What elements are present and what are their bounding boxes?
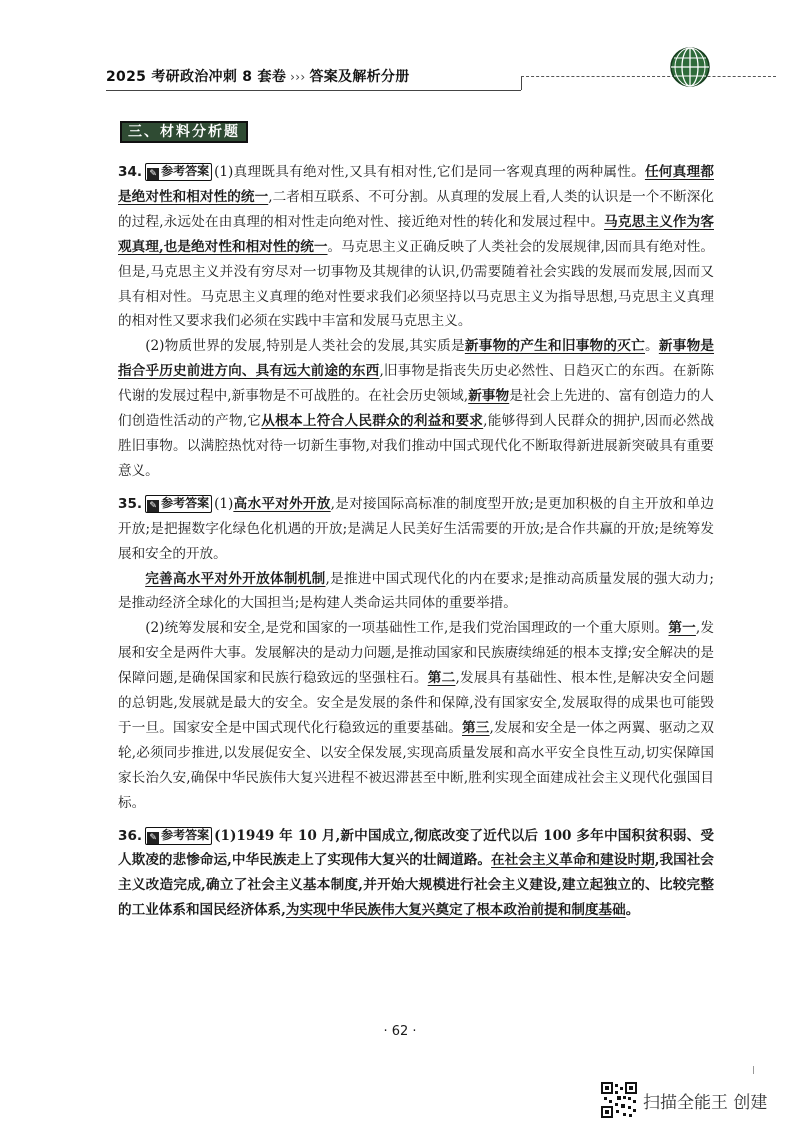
body-text: 。 — [645, 338, 659, 355]
body-text: ,是推进中国式现代化的内在要求;是推动高质量发展的强大动力;是推动经济全球化的大国担当;是构建人类命运共同体的重要举措。 — [118, 570, 715, 612]
body-text: (1)真理既具有绝对性,又具有相对性,它们是同一客观真理的两种属性。 — [214, 164, 645, 180]
header-title-line — [106, 66, 410, 86]
key-point: 在社会主义革命和建设时期 — [491, 852, 655, 869]
pen-icon: ✎ — [147, 832, 159, 844]
answer-badge-label: 参考答案 — [161, 827, 210, 842]
answer-badge-label: 参考答案 — [161, 495, 210, 510]
watermark-text: 扫描全能王 创建 — [643, 1092, 768, 1113]
answer-badge — [145, 163, 212, 181]
question-34 — [118, 160, 714, 484]
bold-text: ,我国社会主义改造完成,确立了社会主义基本制度,并开始大规模进行社会主义建设,建立起独立的、比较完整的工业体系和国民经济体系, — [118, 852, 715, 919]
answer-paragraph — [118, 492, 714, 567]
question-number: 36. — [118, 827, 143, 844]
globe-icon — [668, 45, 712, 89]
key-point: 新事物 — [468, 388, 510, 405]
key-point: 第三 — [462, 719, 490, 736]
key-point: 从根本上符合人民群众的利益和要求 — [261, 413, 484, 430]
answer-paragraph — [118, 334, 714, 483]
body-text: ,是对接国际高标准的制度型开放;是更加积极的自主开放和单边开放;是把握数字化绿色化机遇的开放;是满足人民美好生活需要的开放;是合作共赢的开放;是统筹发展和安全的开放。 — [118, 495, 714, 562]
section-heading — [120, 121, 248, 143]
body-text: ,能够得到人民群众的拥护,因而必然战胜旧事物。以满腔热忱对待一切新生事物,对我们推动中国式现代化不断取得新进展新突破具有重要意义。 — [118, 413, 714, 479]
key-point: 第一 — [668, 620, 696, 637]
header-dashed-line — [521, 76, 776, 77]
header-divider — [521, 76, 522, 90]
body-text: (2)统筹发展和安全,是党和国家的一项基础性工作,是我们党治国理政的一个重大原则。 — [145, 620, 669, 637]
body-text: (2)物质世界的发展,特别是人类社会的发展,其实质是 — [145, 338, 465, 355]
answer-paragraph — [118, 567, 714, 617]
body-text: (1) — [214, 495, 234, 512]
question-number: 34. — [118, 164, 143, 180]
body-text: ,发展和安全是一体之两翼、驱动之双轮,必须同步推进,以发展促安全、以安全保发展,实现高质量发展和高水平安全良性互动,切实保障国家长治久安,确保中华民族伟大复兴进程不被迟滞甚至中断,胜利实现全面建成社会主义现代化强国目标。 — [118, 719, 715, 811]
key-point: 为实现中华民族伟大复兴奠定了根本政治前提和制度基础 — [285, 902, 626, 919]
body-text: ,旧事物是指丧失历史必然性、日趋灭亡的东西。在新陈代谢的发展过程中,新事物是不可战胜的。在社会历史领域, — [118, 363, 714, 405]
answer-paragraph — [118, 160, 714, 334]
qr-code-icon — [601, 1082, 637, 1118]
key-point: 新事物是指合乎历史前进方向、具有远大前途的东西 — [118, 338, 715, 380]
header-arrows: ››› — [290, 70, 306, 84]
section-title: 三、材料分析题 — [128, 124, 240, 140]
body-text: 。马克思主义正确反映了人类社会的发展规律,因而具有绝对性。但是,马克思主义并没有穷尽对一切事物及其规律的认识,仍需要随着社会实践的发展而发展,因而又具有相对性。马克思主义真理的绝对性要求我们必须坚持以马克思主义为指导思想,马克思主义真理的相对性又要求我们必须在实践中丰富和发展马克思主义。 — [118, 238, 714, 330]
page-header — [106, 60, 706, 100]
header-rule — [106, 90, 521, 91]
key-point: 高水平对外开放 — [233, 495, 331, 512]
pen-icon: ✎ — [147, 168, 159, 180]
question-35 — [118, 492, 714, 816]
answer-badge — [145, 827, 212, 845]
body-text: 是社会上先进的、富有创造力的人们创造性活动的产物,它 — [118, 388, 715, 430]
key-point: 马克思主义作为客观真理,也是绝对性和相对性的统一 — [118, 213, 714, 255]
bold-text: (1)1949 年 10 月,新中国成立,彻底改变了近代以后 100 多年中国积贫积弱、受人欺凌的悲惨命运,中华民族走上了实现伟大复兴的壮阔道路。 — [118, 827, 714, 869]
key-point: 第二 — [427, 670, 456, 687]
answer-badge — [145, 495, 212, 513]
answer-badge-label: 参考答案 — [161, 164, 210, 178]
page-number: · 62 · — [383, 1024, 417, 1039]
answer-paragraph — [118, 824, 714, 924]
margin-mark — [753, 1066, 754, 1074]
bold-text: 。 — [625, 902, 640, 919]
key-point: 任何真理都是绝对性和相对性的统一 — [118, 164, 714, 205]
pen-icon: ✎ — [147, 500, 159, 512]
answer-paragraph — [118, 616, 714, 815]
question-36 — [118, 824, 714, 924]
body-text: ,发展和安全是两件大事。发展解决的是动力问题,是推动国家和民族赓续绵延的根本支撑;安全解决的是保障问题,是确保国家和民族行稳致远的坚强柱石。 — [118, 620, 714, 687]
header-subtitle: 答案及解析分册 — [309, 69, 410, 85]
answer-content — [118, 160, 714, 931]
body-text: ,发展具有基础性、根本性,是解决安全问题的总钥匙,发展就是最大的安全。安全是发展的条件和保障,没有国家安全,发展取得的成果也可能毁于一旦。国家安全是中国式现代化行稳致远的重要基础。 — [118, 670, 714, 736]
scanner-watermark — [601, 1082, 767, 1118]
key-point: 新事物的产生和旧事物的灭亡 — [464, 338, 645, 355]
key-point: 完善高水平对外开放体制机制 — [145, 570, 326, 587]
body-text: ,二者相互联系、不可分割。从真理的发展上看,人类的认识是一个不断深化的过程,永远处在由真理的相对性走向绝对性、接近绝对性的转化和发展过程中。 — [118, 188, 715, 230]
header-title: 2025 考研政治冲刺 8 套卷 — [106, 69, 287, 85]
question-number: 35. — [118, 495, 143, 512]
